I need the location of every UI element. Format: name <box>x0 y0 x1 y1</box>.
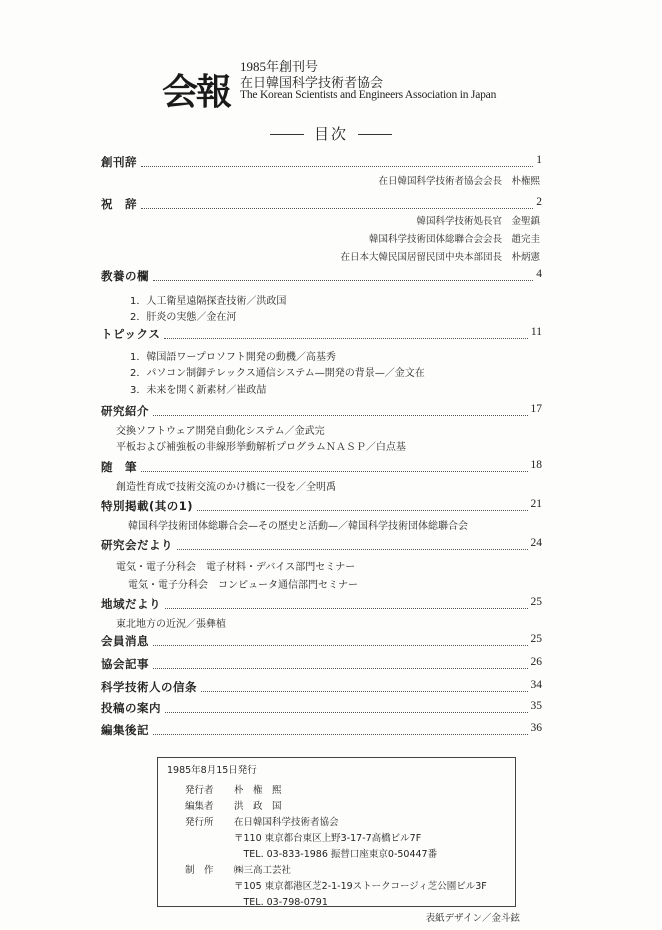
issue-label: 1985年創刊号 <box>240 59 319 74</box>
colophon-value: 〒105 東京都港区芝2-1-19ストークコージィ芝公園ビル3F <box>234 881 487 892</box>
toc-section <box>101 459 542 475</box>
org-name-jp: 在日韓国科学技術者協会 <box>240 76 384 91</box>
section-title: 会員消息 <box>101 634 149 648</box>
page-number: 4 <box>536 268 542 280</box>
section-title: トピックス <box>101 327 161 341</box>
section-title: 地域だより <box>101 597 161 611</box>
toc-sub-item: 2．肝炎の実態／金在河 <box>130 312 237 323</box>
page-number: 35 <box>530 700 542 712</box>
title-rule-right <box>358 134 392 135</box>
author-line: 韓国科学技術処長官 金聖鎮 <box>416 216 540 227</box>
toc-sub-item: 3．未来を開く新素材／崔政喆 <box>130 385 267 396</box>
section-title: 研究紹介 <box>101 404 149 418</box>
page-number: 17 <box>530 403 542 415</box>
toc-sub-item: 1．韓国語ワープロソフト開発の動機／高基秀 <box>130 352 336 363</box>
leader-dots <box>165 711 528 713</box>
org-name-en: The Korean Scientists and Engineers Association in Japan <box>240 89 497 101</box>
colophon-value: TEL. 03-798-0791 <box>234 897 328 908</box>
leader-dots <box>153 644 528 646</box>
page-number: 11 <box>530 326 542 338</box>
colophon-value: ㈱三高工芸社 <box>234 865 292 876</box>
page-number: 26 <box>530 656 542 668</box>
toc-title <box>0 123 662 144</box>
toc-sub-item: 創造性育成で技術交流のかけ橋に一役を／全明禹 <box>116 482 336 493</box>
toc-sub-item: 東北地方の近況／張彝植 <box>116 619 226 630</box>
toc-title-text: 目次 <box>313 125 348 143</box>
page-number: 25 <box>530 633 542 645</box>
leader-dots <box>165 607 528 609</box>
colophon-value: 洪 政 国 <box>234 801 282 812</box>
leader-dots <box>141 470 528 472</box>
page-number: 36 <box>530 722 542 734</box>
title-rule-left <box>270 134 304 135</box>
colophon-value: 〒110 東京都台東区上野3-17-7高橋ビル7F <box>234 833 422 844</box>
section-title: 協会記事 <box>101 657 149 671</box>
section-title: 創刊辞 <box>101 155 137 169</box>
leader-dots <box>177 548 528 550</box>
leader-dots <box>153 733 528 735</box>
toc-section <box>101 700 542 716</box>
author-line: 韓国科学技術団体総聯合会会長 趙完圭 <box>368 234 540 245</box>
section-title: 投稿の案内 <box>101 701 161 715</box>
leader-dots <box>141 207 533 209</box>
colophon-label: 発行所 <box>185 817 214 828</box>
leader-dots <box>153 667 528 669</box>
section-title: 編集後記 <box>101 723 149 737</box>
page-number: 21 <box>530 498 542 510</box>
toc-section <box>101 537 542 553</box>
section-title: 随 筆 <box>101 460 137 474</box>
page-number: 34 <box>530 679 542 691</box>
leader-dots <box>153 414 528 416</box>
toc-sub-item: 交換ソフトウェア開発自動化システム／金武完 <box>116 426 325 437</box>
section-title: 教養の欄 <box>101 269 149 283</box>
toc-section <box>101 596 542 612</box>
section-title: 研究会だより <box>101 538 173 552</box>
section-title: 祝 辞 <box>101 197 137 211</box>
author-line: 在日韓国科学技術者協会会長 朴権熙 <box>378 176 540 187</box>
section-title: 科学技術人の信条 <box>101 680 197 694</box>
colophon-label: 制 作 <box>185 865 214 876</box>
toc-section <box>101 679 542 695</box>
toc-section <box>101 633 542 649</box>
colophon-value: 朴 権 熙 <box>234 785 282 796</box>
toc-section <box>101 268 542 284</box>
toc-section <box>101 196 542 212</box>
journal-logo: 会報 <box>162 71 231 113</box>
colophon-date: 1985年8月15日発行 <box>167 765 257 776</box>
colophon-label: 編集者 <box>185 801 214 812</box>
toc-section <box>101 722 542 738</box>
section-title: 特別掲載(其の1) <box>101 499 194 513</box>
toc-sub-item: 1．人工衛星遠隔探査技術／洪政国 <box>130 296 287 307</box>
toc-section <box>101 326 542 342</box>
author-line: 在日本大韓民国居留民団中央本部団長 朴炳憲 <box>340 252 540 263</box>
toc-section <box>101 403 542 419</box>
toc-sub-item: 韓国科学技術団体総聯合会—その歴史と活動—／韓国科学技術団体総聯合会 <box>128 521 468 532</box>
leader-dots <box>197 509 527 511</box>
colophon-value: TEL. 03-833-1986 振替口座東京0-50447番 <box>234 849 438 860</box>
leader-dots <box>153 279 533 281</box>
cover-credit: 表紙デザイン／金斗鉉 <box>425 913 520 924</box>
leader-dots <box>201 690 528 692</box>
toc-sub-item: 電気・電子分科会 電子材料・デバイス部門セミナー <box>116 562 356 573</box>
page-number: 18 <box>530 459 542 471</box>
page-number: 2 <box>536 196 542 208</box>
page-number: 25 <box>530 596 542 608</box>
toc-sub-item: 平板および補強板の非線形挙動解析プログラムＮＡＳＰ／白点基 <box>116 442 406 453</box>
page-number: 1 <box>536 154 542 166</box>
toc-section <box>101 656 542 672</box>
colophon-value: 在日韓国科学技術者協会 <box>234 817 339 828</box>
toc-section <box>101 498 542 514</box>
leader-dots <box>164 337 527 339</box>
colophon-label: 発行者 <box>185 785 214 796</box>
leader-dots <box>141 165 533 167</box>
toc-sub-item: 電気・電子分科会 コンピュータ通信部門セミナー <box>128 580 358 591</box>
page-number: 24 <box>530 537 542 549</box>
toc-section <box>101 154 542 170</box>
toc-sub-item: 2．パソコン制御テレックス通信システム—開発の背景—／金文在 <box>130 368 425 379</box>
